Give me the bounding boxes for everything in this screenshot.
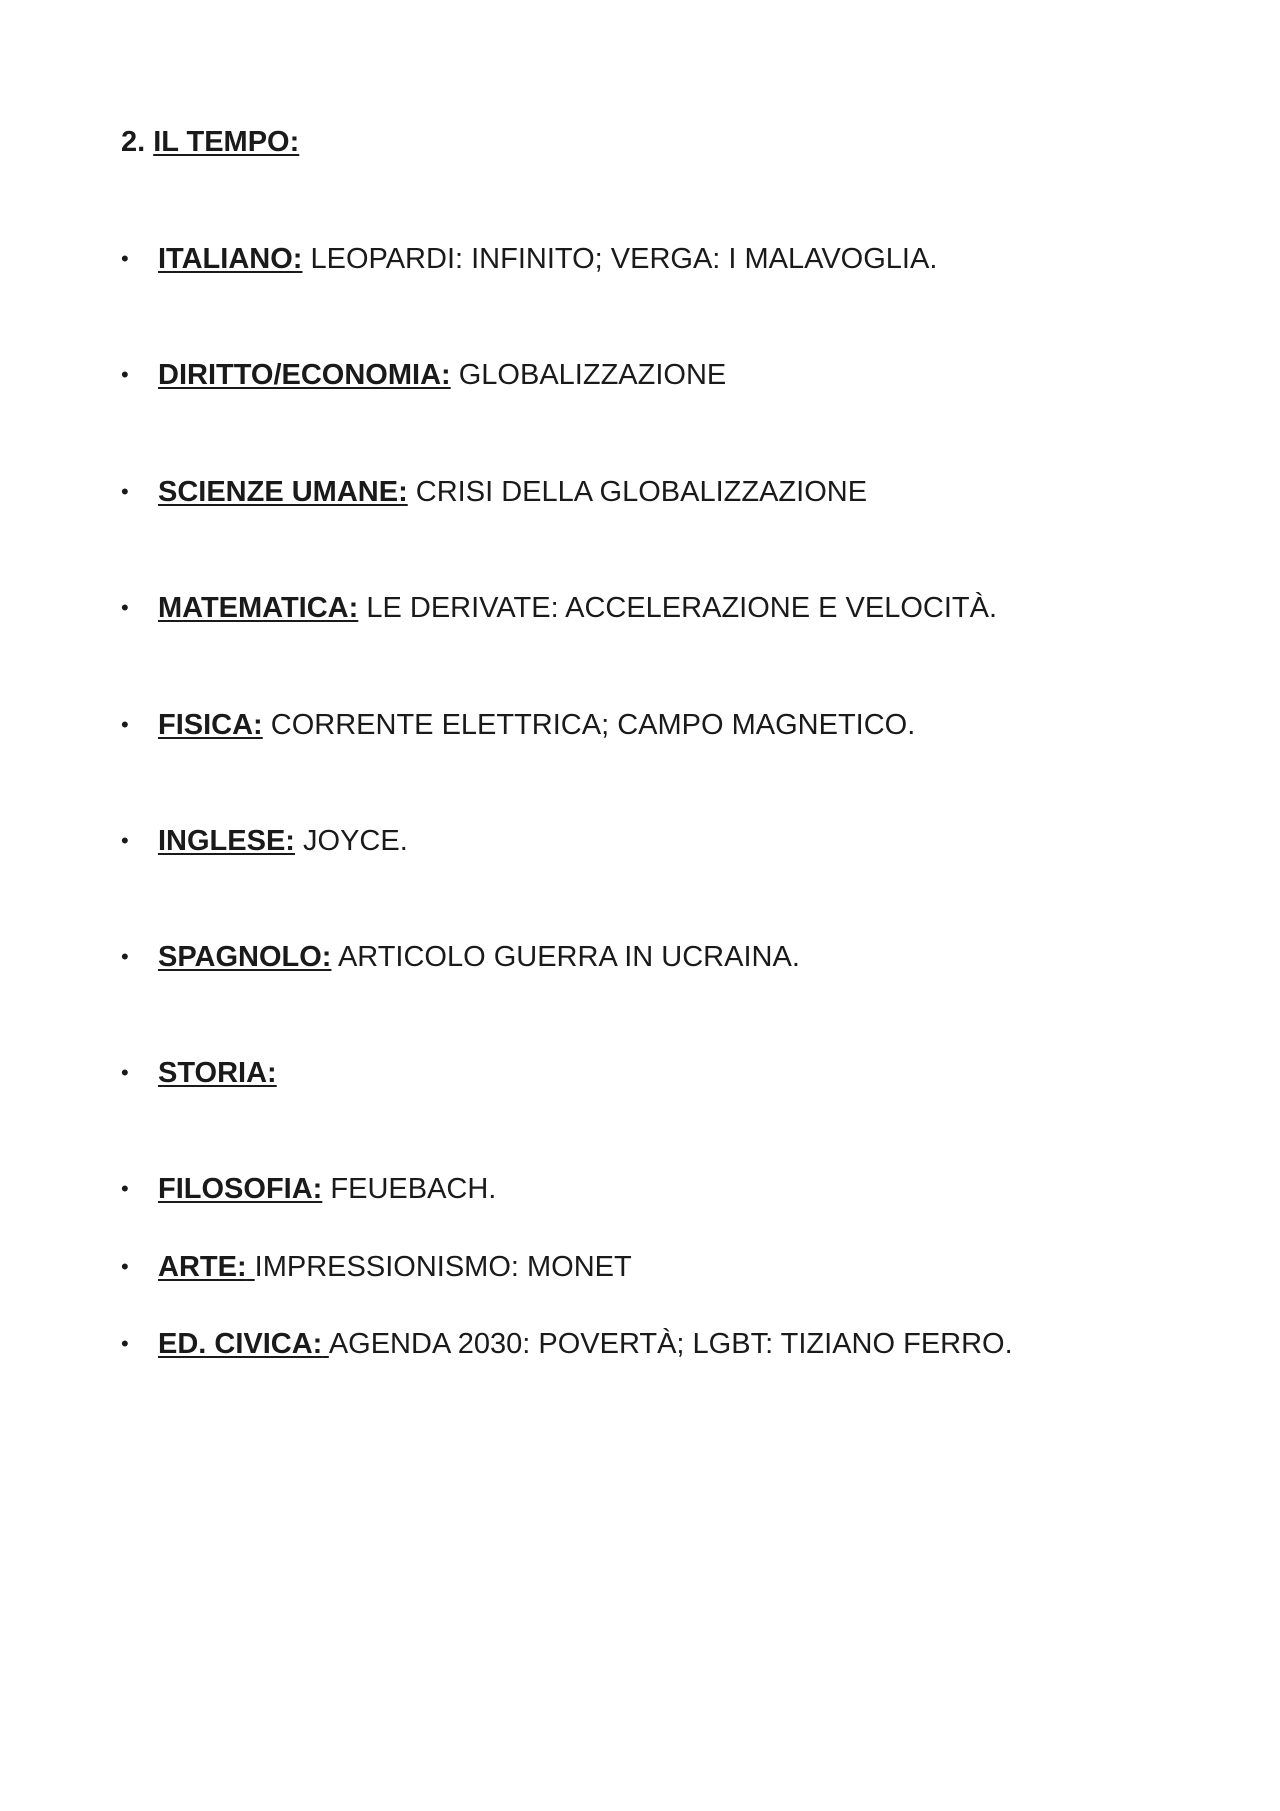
item-text: FEUEBACH. — [330, 1173, 497, 1205]
section-number: 2. — [121, 126, 146, 158]
bullet: • — [121, 479, 129, 504]
subject-label: INGLESE: — [158, 825, 295, 857]
list-item-fisica — [121, 707, 915, 743]
subject-label: ED. CIVICA: — [158, 1328, 323, 1360]
bullet: • — [121, 1254, 129, 1279]
item-text: LE DERIVATE: ACCELERAZIONE E VELOCITÀ. — [366, 592, 997, 624]
bullet: • — [121, 828, 129, 853]
section-heading — [121, 124, 299, 160]
item-text: LEOPARDI: INFINITO; VERGA: I MALAVOGLIA. — [310, 243, 938, 275]
subject-label: MATEMATICA: — [158, 592, 359, 624]
subject-label: SPAGNOLO: — [158, 941, 332, 973]
bullet: • — [121, 246, 129, 271]
subject-label: DIRITTO/ECONOMIA: — [158, 359, 451, 391]
list-item-arte — [121, 1249, 632, 1285]
item-text: AGENDA 2030: POVERTÀ; LGBT: TIZIANO FERRO. — [328, 1328, 1013, 1360]
item-text: ARTICOLO GUERRA IN UCRAINA. — [337, 941, 800, 973]
bullet: • — [121, 1060, 129, 1085]
bullet: • — [121, 595, 129, 620]
bullet: • — [121, 362, 129, 387]
bullet: • — [121, 1331, 129, 1356]
list-item-ed-civica — [121, 1326, 1013, 1362]
item-text: GLOBALIZZAZIONE — [458, 359, 727, 391]
subject-label: SCIENZE UMANE: — [158, 476, 408, 508]
subject-label: FISICA: — [158, 709, 263, 741]
list-item-diritto-economia — [121, 357, 726, 393]
list-item-spagnolo — [121, 939, 800, 975]
subject-label: STORIA: — [158, 1057, 277, 1089]
list-item-filosofia — [121, 1171, 496, 1207]
section-title: IL TEMPO: — [153, 126, 300, 158]
item-text: CRISI DELLA GLOBALIZZAZIONE — [415, 476, 868, 508]
bullet: • — [121, 712, 129, 737]
list-item-inglese — [121, 823, 408, 859]
list-item-scienze-umane — [121, 474, 867, 510]
item-text: CORRENTE ELETTRICA; CAMPO MAGNETICO. — [270, 709, 916, 741]
bullet: • — [121, 1176, 129, 1201]
item-text: JOYCE. — [303, 825, 408, 857]
item-text: IMPRESSIONISMO: MONET — [254, 1251, 632, 1283]
list-item-storia — [121, 1055, 285, 1091]
subject-label: FILOSOFIA: — [158, 1173, 323, 1205]
list-item-matematica — [121, 590, 997, 626]
bullet: • — [121, 944, 129, 969]
list-item-italiano — [121, 241, 937, 277]
subject-label: ITALIANO: — [158, 243, 303, 275]
subject-label: ARTE: — [158, 1251, 247, 1283]
